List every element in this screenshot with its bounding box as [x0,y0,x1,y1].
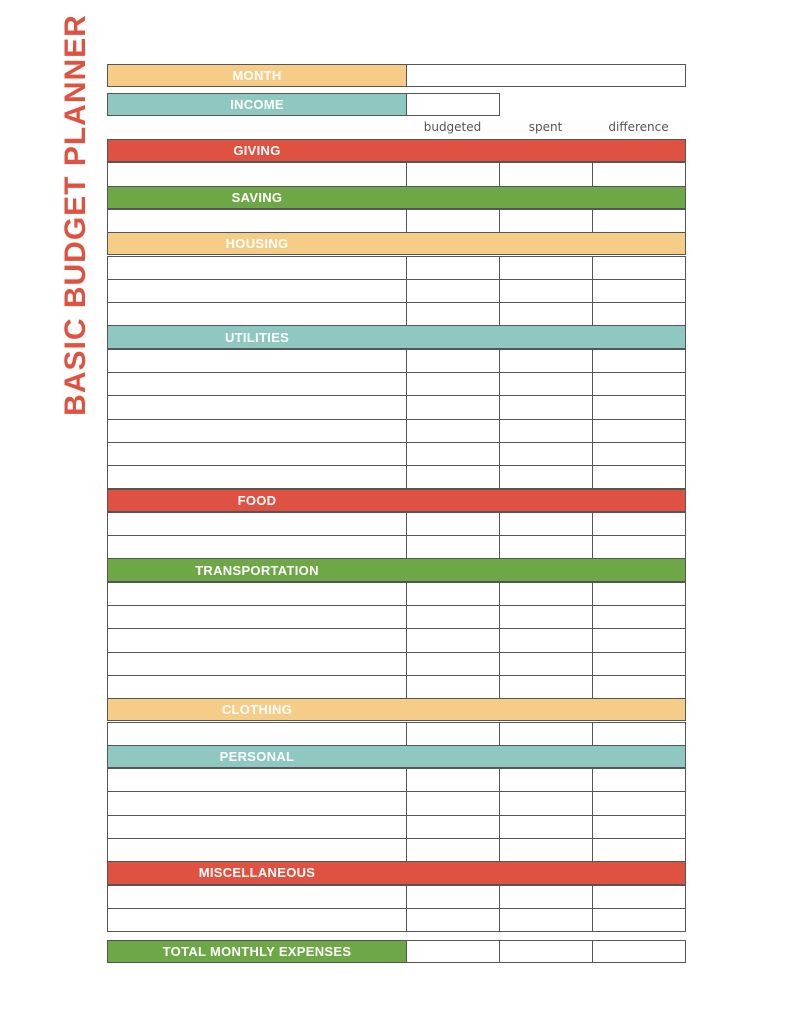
difference-input[interactable] [592,908,686,932]
category-bar-giving [107,139,686,162]
category-bar-housing [107,232,686,255]
spent-input[interactable] [499,162,593,186]
category-bar-food [107,489,686,512]
difference-input[interactable] [592,768,686,792]
budgeted-input[interactable] [406,885,500,909]
line-item-name-input[interactable] [107,349,407,373]
difference-input[interactable] [592,885,686,909]
line-item-name-input[interactable] [107,628,407,652]
spent-input[interactable] [499,442,593,466]
spent-input[interactable] [499,209,593,233]
category-bar-personal-label: PERSONAL [219,748,295,764]
budgeted-input[interactable] [406,256,500,280]
column-header-difference: difference [608,120,669,134]
category-bar-food-label: FOOD [237,492,277,508]
line-item-name-input[interactable] [107,791,407,815]
line-item-name-input[interactable] [107,908,407,932]
line-item-name-input[interactable] [107,675,407,699]
line-item-name-input[interactable] [107,256,407,280]
line-item-name-input[interactable] [107,652,407,676]
difference-input[interactable] [592,395,686,419]
difference-input[interactable] [592,652,686,676]
budgeted-input[interactable] [406,815,500,839]
category-bar-utilities-label: UTILITIES [224,329,290,345]
budgeted-input[interactable] [406,209,500,233]
month-input[interactable] [406,64,686,87]
difference-input[interactable] [592,838,686,862]
difference-input[interactable] [592,465,686,489]
budgeted-input[interactable] [406,908,500,932]
line-item-name-input[interactable] [107,768,407,792]
line-item-name-input[interactable] [107,582,407,606]
budgeted-input[interactable] [406,652,500,676]
category-bar-transportation-label: TRANSPORTATION [195,562,319,578]
budgeted-input[interactable] [406,582,500,606]
line-item-name-input[interactable] [107,209,407,233]
budgeted-input[interactable] [406,465,500,489]
difference-input[interactable] [592,791,686,815]
budgeted-input[interactable] [406,395,500,419]
line-item-name-input[interactable] [107,372,407,396]
category-bar-personal [107,745,686,768]
line-item-name-input[interactable] [107,162,407,186]
difference-input[interactable] [592,675,686,699]
line-item-name-input[interactable] [107,442,407,466]
category-bar-housing-label: HOUSING [225,236,289,252]
spent-input[interactable] [499,512,593,536]
category-bar-clothing-label: CLOTHING [221,702,293,718]
category-bar-utilities [107,325,686,348]
income-input[interactable] [406,93,500,116]
difference-input[interactable] [592,349,686,373]
spent-input[interactable] [499,349,593,373]
category-bar-giving-label: GIVING [233,143,281,159]
difference-input[interactable] [592,815,686,839]
line-item-name-input[interactable] [107,395,407,419]
budgeted-input[interactable] [406,419,500,443]
spent-input[interactable] [499,419,593,443]
difference-input[interactable] [592,512,686,536]
spent-input[interactable] [499,465,593,489]
column-header-budgeted: budgeted [423,120,482,134]
spent-input[interactable] [499,908,593,932]
category-bar-saving-label: SAVING [231,189,283,205]
budgeted-input[interactable] [406,349,500,373]
line-item-name-input[interactable] [107,605,407,629]
spent-input[interactable] [499,605,593,629]
budgeted-input[interactable] [406,791,500,815]
budgeted-input[interactable] [406,162,500,186]
page-title: BASIC BUDGET PLANNER [59,14,92,416]
difference-input[interactable] [592,442,686,466]
budgeted-input[interactable] [406,768,500,792]
budgeted-input[interactable] [406,675,500,699]
spent-input[interactable] [499,722,593,746]
difference-input[interactable] [592,372,686,396]
difference-input[interactable] [592,535,686,559]
budgeted-input[interactable] [406,302,500,326]
line-item-name-input[interactable] [107,815,407,839]
difference-input[interactable] [592,256,686,280]
spent-input[interactable] [499,791,593,815]
spent-input[interactable] [499,652,593,676]
month-bar-label: MONTH [232,68,282,84]
line-item-name-input[interactable] [107,885,407,909]
line-item-name-input[interactable] [107,465,407,489]
spent-input[interactable] [499,815,593,839]
difference-input[interactable] [592,605,686,629]
category-bar-miscellaneous [107,861,686,884]
spent-input[interactable] [499,628,593,652]
month-bar [107,64,407,87]
difference-input[interactable] [592,162,686,186]
spent-input[interactable] [499,279,593,303]
total-spent-input[interactable] [499,940,593,963]
spent-input[interactable] [499,302,593,326]
line-item-name-input[interactable] [107,512,407,536]
difference-input[interactable] [592,279,686,303]
spent-input[interactable] [499,256,593,280]
category-bar-clothing [107,698,686,721]
spent-input[interactable] [499,582,593,606]
income-bar [107,93,407,116]
budgeted-input[interactable] [406,628,500,652]
difference-input[interactable] [592,302,686,326]
difference-input[interactable] [592,419,686,443]
line-item-name-input[interactable] [107,302,407,326]
line-item-name-input[interactable] [107,722,407,746]
spent-input[interactable] [499,675,593,699]
spent-input[interactable] [499,372,593,396]
budgeted-input[interactable] [406,442,500,466]
line-item-name-input[interactable] [107,838,407,862]
column-header-spent: spent [528,120,563,134]
difference-input[interactable] [592,628,686,652]
budgeted-input[interactable] [406,605,500,629]
budgeted-input[interactable] [406,512,500,536]
difference-input[interactable] [592,582,686,606]
budgeted-input[interactable] [406,279,500,303]
spent-input[interactable] [499,395,593,419]
spent-input[interactable] [499,768,593,792]
line-item-name-input[interactable] [107,419,407,443]
category-bar-saving [107,186,686,209]
budgeted-input[interactable] [406,838,500,862]
total-budgeted-input[interactable] [406,940,500,963]
total-difference-input[interactable] [592,940,686,963]
total-bar-label: TOTAL MONTHLY EXPENSES [162,944,352,960]
line-item-name-input[interactable] [107,535,407,559]
total-bar [107,940,407,963]
budgeted-input[interactable] [406,535,500,559]
budgeted-input[interactable] [406,372,500,396]
category-bar-miscellaneous-label: MISCELLANEOUS [198,865,316,881]
category-bar-transportation [107,558,686,581]
income-bar-label: INCOME [230,97,284,113]
difference-input[interactable] [592,209,686,233]
budgeted-input[interactable] [406,722,500,746]
line-item-name-input[interactable] [107,279,407,303]
spent-input[interactable] [499,535,593,559]
difference-input[interactable] [592,722,686,746]
spent-input[interactable] [499,885,593,909]
spent-input[interactable] [499,838,593,862]
